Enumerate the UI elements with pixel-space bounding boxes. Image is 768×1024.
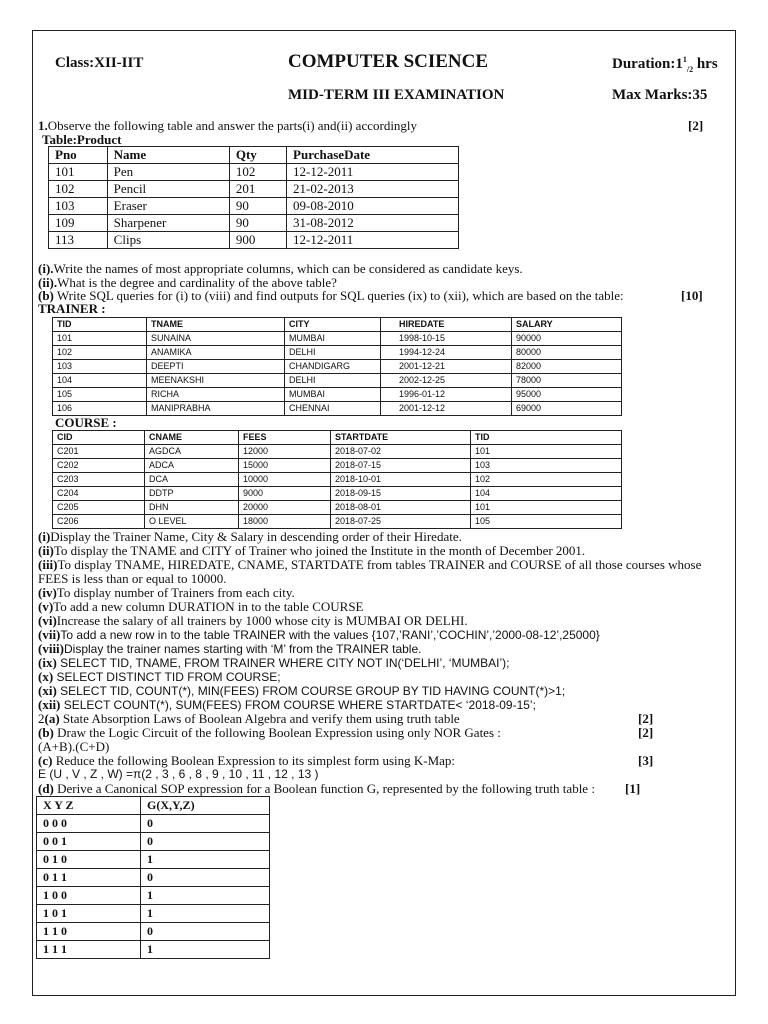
table-cell: ADCA — [145, 459, 239, 473]
q2-c-expression: E (U , V , Z , W) =π(2 , 3 , 6 , 8 , 9 , 10 , 11 , 12 , 13 ) — [38, 767, 319, 781]
table-cell: 103 — [53, 360, 147, 374]
table-row — [53, 388, 622, 402]
column-header: SALARY — [512, 318, 622, 332]
table-row — [49, 215, 459, 232]
table-cell: 10000 — [239, 473, 331, 487]
table-row — [37, 887, 270, 905]
table-cell: 82000 — [512, 360, 622, 374]
table-cell: 2018-10-01 — [331, 473, 471, 487]
table-cell: CHENNAI — [285, 402, 381, 416]
class-label: Class:XII-IIT — [55, 55, 144, 71]
table-cell: DDTP — [145, 487, 239, 501]
table-cell: 80000 — [512, 346, 622, 360]
query-line: (vi)Increase the salary of all trainers by 1000 whose city is MUMBAI OR DELHI. — [38, 613, 468, 628]
table-row — [37, 869, 270, 887]
q2-a-marks: [2] — [638, 711, 654, 726]
table-cell: C204 — [53, 487, 145, 501]
column-header: HIREDATE — [381, 318, 512, 332]
column-header: CNAME — [145, 431, 239, 445]
table-row — [49, 232, 459, 249]
column-header: G(X,Y,Z) — [141, 797, 270, 815]
table-cell: 109 — [49, 215, 108, 232]
table-header-row — [37, 797, 270, 815]
query-line: (ii)To display the TNAME and CITY of Trainer who joined the Institute in the month of December 2001. — [38, 543, 586, 558]
table-cell: 90 — [229, 198, 286, 215]
table-cell: Pen — [107, 164, 229, 181]
query-line: (i)Display the Trainer Name, City & Salary in descending order of their Hiredate. — [38, 529, 462, 544]
table-cell: 1 — [141, 851, 270, 869]
query-line: (v)To add a new column DURATION in to the table COURSE — [38, 599, 364, 614]
table-row — [53, 374, 622, 388]
table-cell: 102 — [229, 164, 286, 181]
table-cell: 1998-10-15 — [381, 332, 512, 346]
table-cell: 1 — [141, 941, 270, 959]
table-row — [53, 402, 622, 416]
table-cell: MUMBAI — [285, 332, 381, 346]
table-row — [53, 459, 622, 473]
table-cell: 90 — [229, 215, 286, 232]
column-header: STARTDATE — [331, 431, 471, 445]
table-cell: 9000 — [239, 487, 331, 501]
table-cell: C205 — [53, 501, 145, 515]
table-cell: AGDCA — [145, 445, 239, 459]
table-header-row — [53, 318, 622, 332]
table-cell: SUNAINA — [147, 332, 285, 346]
table-cell: 69000 — [512, 402, 622, 416]
duration-label: $Duration:1^1_{/2}$ hrs — [612, 55, 718, 74]
column-header: FEES — [239, 431, 331, 445]
q2-part-b: (b) Draw the Logic Circuit of the following Boolean Expression using only NOR Gates : — [38, 725, 501, 740]
table-row — [53, 445, 622, 459]
query-line: (viii)Display the trainer names starting with ‘M’ from the TRAINER table. — [38, 641, 422, 656]
table-cell: 12000 — [239, 445, 331, 459]
table-cell: 0 0 1 — [37, 833, 141, 851]
table-row — [53, 346, 622, 360]
query-line: (xi) SELECT TID, COUNT(*), MIN(FEES) FROM COURSE GROUP BY TID HAVING COUNT(*)>1; — [38, 683, 566, 698]
table-cell: 1 1 0 — [37, 923, 141, 941]
column-header: TID — [471, 431, 622, 445]
table-cell: C206 — [53, 515, 145, 529]
max-marks: Max Marks:35 — [612, 87, 708, 103]
column-header: TID — [53, 318, 147, 332]
table-cell: Eraser — [107, 198, 229, 215]
table-row — [53, 501, 622, 515]
table-cell: 103 — [49, 198, 108, 215]
table-cell: 2001-12-21 — [381, 360, 512, 374]
table-header-row — [49, 147, 459, 164]
table-cell: 101 — [49, 164, 108, 181]
table-cell: 106 — [53, 402, 147, 416]
table-cell: 2001-12-12 — [381, 402, 512, 416]
table-cell: 20000 — [239, 501, 331, 515]
column-header: Pno — [49, 147, 108, 164]
table-cell: ANAMIKA — [147, 346, 285, 360]
table-cell: 900 — [229, 232, 286, 249]
table-cell: 12-12-2011 — [287, 232, 459, 249]
table-cell: 1 — [141, 905, 270, 923]
course-table-label: COURSE : — [55, 415, 117, 430]
table-cell: RICHA — [147, 388, 285, 402]
table-cell: 2018-07-02 — [331, 445, 471, 459]
q2-c-marks: [3] — [638, 753, 654, 768]
table-cell: 104 — [471, 487, 622, 501]
query-line: (x) SELECT DISTINCT TID FROM COURSE; — [38, 669, 281, 684]
table-cell: DEEPTI — [147, 360, 285, 374]
table-cell: 102 — [49, 181, 108, 198]
table-cell: Clips — [107, 232, 229, 249]
table-cell: O LEVEL — [145, 515, 239, 529]
table-cell: 31-08-2012 — [287, 215, 459, 232]
table-row — [49, 164, 459, 181]
q2-d-marks: [1] — [625, 781, 641, 796]
table-row — [37, 941, 270, 959]
page-title: COMPUTER SCIENCE — [288, 51, 489, 72]
table-cell: 18000 — [239, 515, 331, 529]
table-cell: 105 — [53, 388, 147, 402]
table-cell: 0 1 1 — [37, 869, 141, 887]
table-cell: 0 — [141, 815, 270, 833]
column-header: Name — [107, 147, 229, 164]
table-cell: MANIPRABHA — [147, 402, 285, 416]
table-cell: C203 — [53, 473, 145, 487]
table-row — [37, 815, 270, 833]
table-cell: 2018-07-15 — [331, 459, 471, 473]
q1-part-ii: (ii).What is the degree and cardinality of the above table? — [38, 275, 337, 290]
column-header: PurchaseDate — [287, 147, 459, 164]
table-cell: 101 — [53, 332, 147, 346]
q1-part-b: (b) Write SQL queries for (i) to (viii) and find outputs for SQL queries (ix) to (xii), which are based on the table: — [38, 288, 624, 303]
table-cell: 103 — [471, 459, 622, 473]
table-row — [37, 905, 270, 923]
table-header-row — [53, 431, 622, 445]
table-cell: 12-12-2011 — [287, 164, 459, 181]
table-cell: 2018-08-01 — [331, 501, 471, 515]
table-row — [53, 515, 622, 529]
table-cell: 0 — [141, 869, 270, 887]
table-cell: 102 — [53, 346, 147, 360]
product-table-label: Table:Product — [42, 132, 122, 147]
table-cell: 101 — [471, 501, 622, 515]
q2-b-expression: (A+B).(C+D) — [38, 739, 110, 754]
query-line: (iii)To display TNAME, HIREDATE, CNAME, STARTDATE from tables TRAINER and COURSE of all those courses whose — [38, 557, 702, 572]
product-table — [48, 146, 459, 249]
query-line: (vii)To add a new row in to the table TRAINER with the values {107,’RANI’,’COCHIN’,’2000-08-12’,25000} — [38, 627, 600, 642]
table-cell: MUMBAI — [285, 388, 381, 402]
table-cell: 95000 — [512, 388, 622, 402]
table-cell: 101 — [471, 445, 622, 459]
q2-part-d: (d) Derive a Canonical SOP expression for a Boolean function G, represented by the following truth table : — [38, 781, 595, 796]
q1-part-i: (i).Write the names of most appropriate columns, which can be considered as candidate keys. — [38, 261, 523, 276]
table-cell: 2018-09-15 — [331, 487, 471, 501]
column-header: CID — [53, 431, 145, 445]
table-cell: C202 — [53, 459, 145, 473]
table-cell: 15000 — [239, 459, 331, 473]
query-line: (iv)To display number of Trainers from each city. — [38, 585, 295, 600]
table-cell: 2002-12-25 — [381, 374, 512, 388]
table-row — [37, 923, 270, 941]
table-cell: 90000 — [512, 332, 622, 346]
column-header: CITY — [285, 318, 381, 332]
table-cell: 102 — [471, 473, 622, 487]
table-cell: 2018-07-25 — [331, 515, 471, 529]
table-cell: DCA — [145, 473, 239, 487]
table-cell: 1 0 0 — [37, 887, 141, 905]
table-cell: 0 1 0 — [37, 851, 141, 869]
table-row — [53, 473, 622, 487]
trainer-table-label: TRAINER : — [38, 301, 106, 316]
table-cell: C201 — [53, 445, 145, 459]
q1-b-marks: [10] — [681, 288, 703, 303]
table-cell: 0 — [141, 833, 270, 851]
course-table — [52, 430, 622, 529]
column-header: X Y Z — [37, 797, 141, 815]
table-cell: DHN — [145, 501, 239, 515]
table-row — [53, 487, 622, 501]
query-line: (ix) SELECT TID, TNAME, FROM TRAINER WHERE CITY NOT IN(‘DELHI’, ‘MUMBAI’); — [38, 655, 510, 670]
table-row — [49, 198, 459, 215]
table-cell: 09-08-2010 — [287, 198, 459, 215]
column-header: Qty — [229, 147, 286, 164]
table-row — [37, 851, 270, 869]
table-cell: DELHI — [285, 374, 381, 388]
table-cell: 1 — [141, 887, 270, 905]
q1-marks: [2] — [688, 118, 704, 133]
query-line: FEES is less than or equal to 10000. — [38, 571, 227, 586]
table-cell: 113 — [49, 232, 108, 249]
column-header: TNAME — [147, 318, 285, 332]
table-cell: 78000 — [512, 374, 622, 388]
table-cell: 1994-12-24 — [381, 346, 512, 360]
table-cell: 1 0 1 — [37, 905, 141, 923]
query-line: (xii) SELECT COUNT(*), SUM(FEES) FROM COURSE WHERE STARTDATE< ‘2018-09-15’; — [38, 697, 536, 712]
table-cell: 104 — [53, 374, 147, 388]
table-cell: CHANDIGARG — [285, 360, 381, 374]
table-row — [53, 360, 622, 374]
table-cell: 201 — [229, 181, 286, 198]
table-row — [37, 833, 270, 851]
table-cell: 0 0 0 — [37, 815, 141, 833]
table-cell: 105 — [471, 515, 622, 529]
q1-text: 1.Observe the following table and answer the parts(i) and(ii) accordingly — [38, 118, 418, 133]
exam-title: MID-TERM III EXAMINATION — [288, 87, 505, 103]
table-cell: Pencil — [107, 181, 229, 198]
table-cell: 1 1 1 — [37, 941, 141, 959]
q2-b-marks: [2] — [638, 725, 654, 740]
q2-part-c: (c) Reduce the following Boolean Expression to its simplest form using K-Map: — [38, 753, 456, 768]
table-cell: 0 — [141, 923, 270, 941]
truth-table — [36, 796, 270, 959]
q2-part-a: 2(a) State Absorption Laws of Boolean Algebra and verify them using truth table — [38, 711, 460, 726]
table-cell: 21-02-2013 — [287, 181, 459, 198]
table-cell: MEENAKSHI — [147, 374, 285, 388]
table-cell: 1996-01-12 — [381, 388, 512, 402]
table-row — [49, 181, 459, 198]
table-row — [53, 332, 622, 346]
trainer-table — [52, 317, 622, 416]
table-cell: DELHI — [285, 346, 381, 360]
table-cell: Sharpener — [107, 215, 229, 232]
